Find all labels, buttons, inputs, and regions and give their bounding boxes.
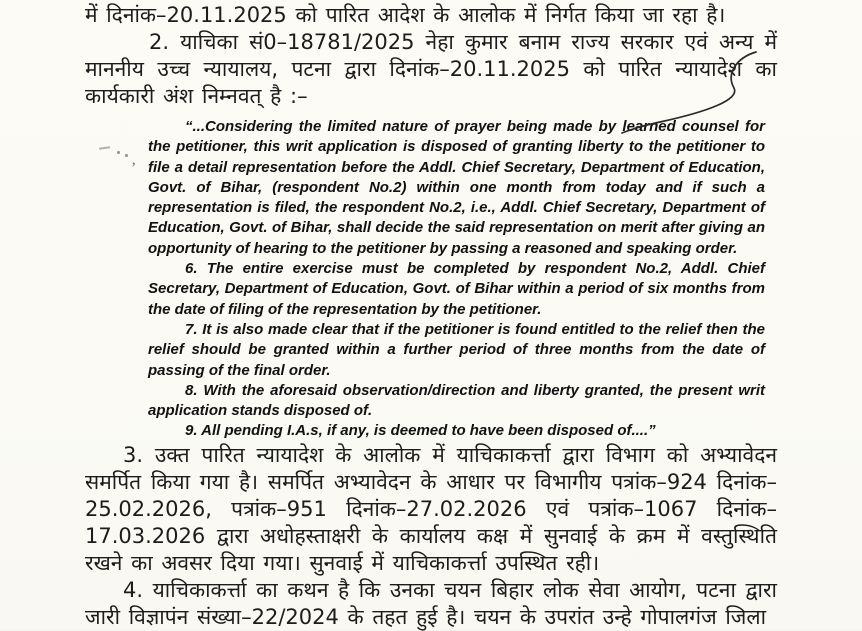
court-order-quote-block [148, 117, 765, 442]
quote-paragraph-6: 6. The entire exercise must be completed by respondent No.2, Addl. Chief Secretary, Department of Education, Govt. of Bihar within a period of six months from the date of filing of the representation by the petitioner. [148, 260, 765, 318]
scan-artifact-apostrophe: ’ [131, 160, 137, 177]
quote-paragraph-9: 9. All pending I.A.s, if any, is deemed to have been disposed of....” [185, 422, 656, 440]
quote-paragraph-considering: “...Considering the limited nature of prayer being made by learned counsel for the petitioner, this writ application is disposed of granting liberty to the petitioner to file a detail representation before the Addl. Chief Secretary, Department of Education, Govt. of Bihar, (respondent No.2) within one month from today and if such a representation is filed, the respondent No.2, i.e., Addl. Chief Secretary, Department of Education, Govt. of Bihar, shall decide the said representation on merit after giving an opportunity of hearing to the petitioner by passing a reasoned and speaking order. [148, 118, 765, 257]
paragraph-4: 4. याचिकाकर्त्ता का कथन है कि उनका चयन बिहार लोक सेवा आयोग, पटना द्वारा जारी विज्ञापंन संख्या–22/2024 के तहत हुई है। चयन के उपरांत उन्हे गोपालगंज जिला [85, 577, 777, 629]
quote-paragraph-7: 7. It is also made clear that if the petitioner is found entitled to the relief then the relief should be granted within a further period of three months from the date of passing of the final order. [148, 320, 765, 379]
paragraph-continuation: में दिनांक–20.11.2025 को पारित आदेश के आलोक में निर्गत किया जा रहा है। [85, 3, 726, 27]
paragraph-3: 3. उक्त पारित न्यायादेश के आलोक में याचिकाकर्त्ता द्वारा विभाग को अभ्यावेदन समर्पित किया गया है। समर्पित अभ्यावेदन के आधार पर विभागीय पत्रांक–924 दिनांक–25.02.2026, पत्रांक–951 दिनांक–27.02.2026 एवं पत्रांक–1067 दिनांक–17.03.2026 द्वारा अधोहस्ताक्षरी के कार्यालय कक्ष में सुनवाई के क्रम में वस्तुस्थिति रखने का अवसर दिया गया। सुनवाई में याचिकाकर्त्ता उपस्थित रही। [85, 442, 777, 575]
quote-paragraph-8: 8. With the aforesaid observation/direction and liberty granted, the present writ application stands disposed of. [148, 381, 765, 420]
paragraph-2: 2. याचिका सं0–18781/2025 नेहा कुमार बनाम राज्य सरकार एवं अन्य में माननीय उच्च न्यायालय, पटना द्वारा दिनांक–20.11.2025 को पारित न्यायादेश का कार्यकारी अंश निम्नवत् है :– [85, 30, 777, 108]
document-body [85, 2, 777, 631]
